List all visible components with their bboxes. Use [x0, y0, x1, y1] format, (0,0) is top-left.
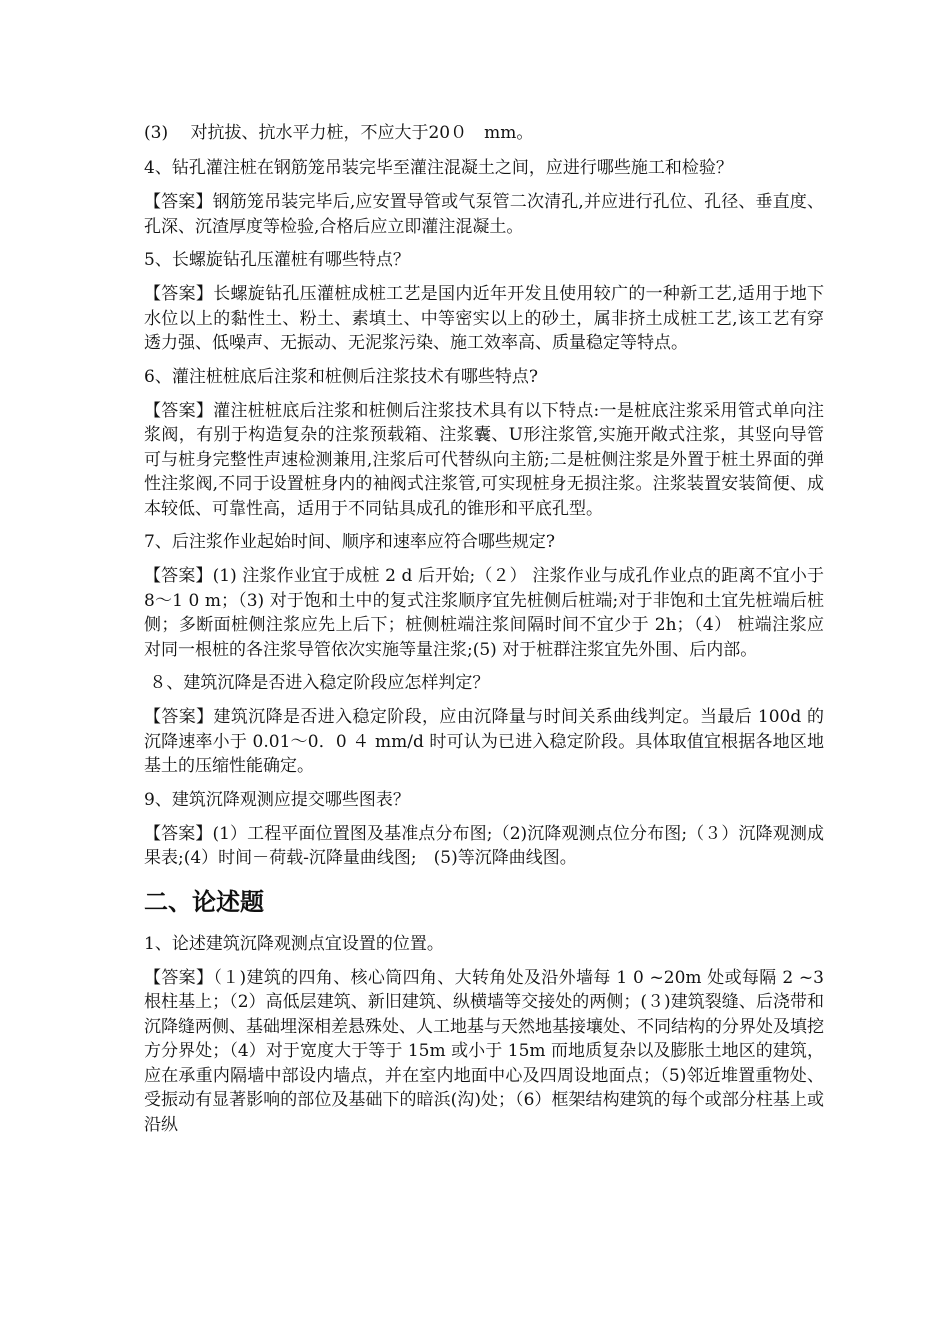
answer-9: 【答案】(1）工程平面位置图及基准点分布图;（2)沉降观测点位分布图;（３）沉降观测成果表;(4）时间－荷载-沉降量曲线图; (5)等沉降曲线图。 [144, 823, 824, 868]
question-8: ８、建筑沉降是否进入稳定阶段应怎样判定？ [144, 673, 490, 693]
section-heading: 二、论述题 [144, 887, 264, 916]
answer-4: 【答案】钢筋笼吊装完毕后,应安置导管或气泵管二次清孔,并应进行孔位、孔径、垂直度、孔深、沉渣厚度等检验,合格后应立即灌注混凝土。 [144, 192, 824, 237]
question-7: 7、后注浆作业起始时间、顺序和速率应符合哪些规定? [144, 532, 555, 552]
answer-7: 【答案】(1) 注浆作业宜于成桩 2 d 后开始;（２） 注浆作业与成孔作业点的距离不宜小于 8～1 0 m；（3) 对于饱和土中的复式注浆顺序宜先桩侧后桩端;对于非饱和土宜先桩端后桩侧；多断面桩侧注浆应先上后下；桩侧桩端注浆间隔时间不宜少于 2h；（4） 桩端注浆应对同一根桩的各注浆导管依次实施等量注浆;(5) 对于桩群注浆宜先外围、后内部。 [144, 566, 824, 660]
question-4: 4、钻孔灌注桩在钢筋笼吊装完毕至灌注混凝土之间，应进行哪些施工和检验？ [144, 158, 733, 178]
question-text: (3) 对抗拔、抗水平力桩，不应大于20０ mm。 [144, 123, 534, 143]
document-body [144, 120, 824, 1145]
essay-question-1: 1、论述建筑沉降观测点宜设置的位置。 [144, 933, 444, 954]
answer-6: 【答案】灌注桩桩底后注浆和桩侧后注浆技术具有以下特点:一是桩底注浆采用管式单向注浆阀，有别于构造复杂的注浆预载箱、注浆囊、U形注浆管,实施开敞式注浆，其竖向导管可与桩身完整性声速检测兼用,注浆后可代替纵向主筋;二是桩侧注浆是外置于桩土界面的弹性注浆阀,不同于设置桩身内的袖阀式注浆管,可实现桩身无损注浆。注浆装置安装简便、成本较低、可靠性高，适用于不同钻具成孔的锥形和平底孔型。 [144, 400, 824, 519]
question-9: 9、建筑沉降观测应提交哪些图表？ [144, 789, 410, 810]
answer-5: 【答案】长螺旋钻孔压灌桩成桩工艺是国内近年开发且使用较广的一种新工艺,适用于地下水位以上的黏性土、粉土、素填土、中等密实以上的砂土，属非挤土成桩工艺,该工艺有穿透力强、低噪声、无振动、无泥浆污染、施工效率高、质量稳定等特点。 [144, 284, 824, 353]
question-6: 6、灌注桩桩底后注浆和桩侧后注浆技术有哪些特点? [144, 366, 538, 387]
essay-answer-1: 【答案】（１)建筑的四角、核心筒四角、大转角处及沿外墙每 1 0 ~20m 处或每隔 2 ~3 根柱基上；（2）高低层建筑、新旧建筑、纵横墙等交接处的两侧；(３)建筑裂缝、后浇带和沉降缝两侧、基础埋深相差悬殊处、人工地基与天然地基接壤处、不同结构的分界处及填挖方分界处；（4）对于宽度大于等于 15m 或小于 15m 而地质复杂以及膨胀土地区的建筑，应在承重内隔墙中部设内墙点，并在室内地面中心及四周设地面点；（5)邻近堆置重物处、受振动有显著影响的部位及基础下的暗浜(沟)处；（6）框架结构建筑的每个或部分柱基上或沿纵 [144, 967, 824, 1135]
question-5: 5、长螺旋钻孔压灌桩有哪些特点？ [144, 250, 410, 270]
answer-8: 【答案】建筑沉降是否进入稳定阶段，应由沉降量与时间关系曲线判定。当最后 100d 的沉降速率小于 0.01～0．0 ４ mm/d 时可认为已进入稳定阶段。具体取值宜根据各地区地基土的压缩性能确定。 [144, 707, 824, 776]
